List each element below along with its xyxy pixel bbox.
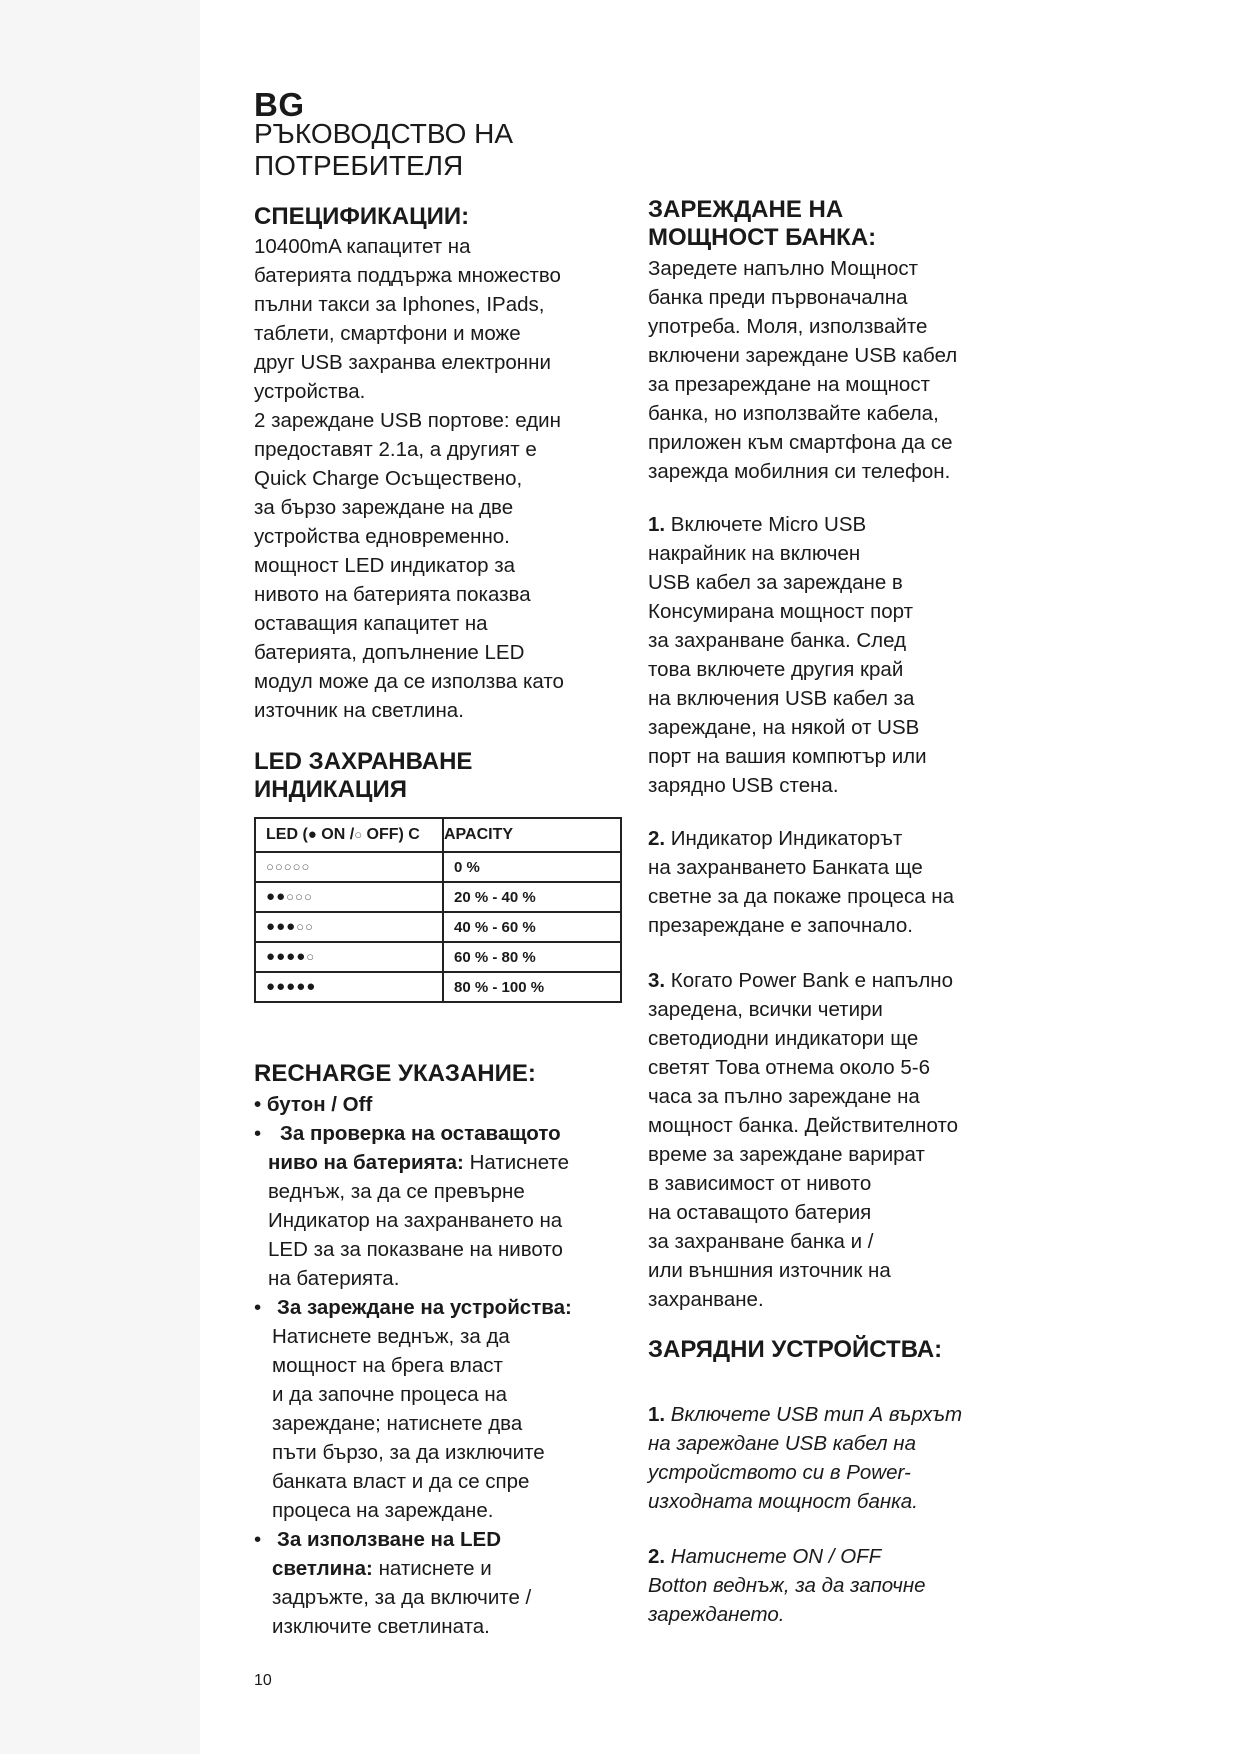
text-line: на включения USB кабел за <box>648 687 915 710</box>
text-line: зареждане; натиснете два <box>272 1412 523 1435</box>
text: натиснете и <box>372 1557 492 1580</box>
table-header-led <box>255 818 443 852</box>
led-dots <box>266 948 315 965</box>
text-line: източник на светлина. <box>254 699 464 722</box>
text-line: 10400mA капацитет на <box>254 235 471 258</box>
filled-dot-icon: ● <box>276 948 287 965</box>
empty-dot-icon: ○ <box>301 859 311 874</box>
text-line: 2 зареждане USB портове: един <box>254 409 561 432</box>
capacity-cell: 60 % - 80 % <box>443 942 621 972</box>
step-number: 2. <box>648 827 666 850</box>
text-line: процеса на зареждане. <box>272 1499 494 1522</box>
text-line: време за зареждане варират <box>648 1143 925 1166</box>
capacity-cell: 40 % - 60 % <box>443 912 621 942</box>
empty-dot-icon: ○ <box>354 827 363 842</box>
text-line: мощност LED индикатор за <box>254 554 516 577</box>
led-state <box>255 942 443 972</box>
led-state <box>255 882 443 912</box>
filled-dot-icon: ● <box>307 826 317 843</box>
text-line: веднъж, за да се превърне <box>268 1180 525 1203</box>
text: Натиснете <box>463 1151 570 1174</box>
charging-step-1 <box>648 510 1023 800</box>
text-line: на зареждане USB кабел на <box>648 1432 916 1455</box>
filled-dot-icon: ● <box>266 978 277 995</box>
text-line: батерията, допълнение LED <box>254 641 525 664</box>
table-row <box>255 882 621 912</box>
filled-dot-icon: ● <box>276 978 287 995</box>
bullet-icon: • <box>254 1122 262 1145</box>
text-line: зареждането. <box>648 1603 785 1626</box>
text-line: таблети, смартфони и може <box>254 322 521 345</box>
text: Включете Micro USB <box>665 513 867 536</box>
list-item <box>254 1119 626 1293</box>
text-line: зарядно USB стена. <box>648 774 839 797</box>
text-line: в зависимост от нивото <box>648 1172 872 1195</box>
led-dots <box>266 918 314 935</box>
filled-dot-icon: ● <box>266 888 277 905</box>
specs-text <box>254 232 626 725</box>
page-number: 10 <box>254 1672 272 1689</box>
table-row <box>255 852 621 882</box>
text-line: мощност банка. Действителното <box>648 1114 959 1137</box>
heading-line: ИНДИКАЦИЯ <box>254 776 407 803</box>
text-line: заредена, всички четири <box>648 998 883 1021</box>
text-line: пълни такси за Iphones, IPads, <box>254 293 545 316</box>
text-line: за презареждане на мощност <box>648 373 930 396</box>
empty-dot-icon: ○ <box>296 919 306 934</box>
text-line: или външния източник на <box>648 1259 891 1282</box>
bold-text: светлина: <box>272 1557 373 1580</box>
text-line: Индикатор на захранването на <box>268 1209 563 1232</box>
heading-line: МОЩНОСТ БАНКА: <box>648 224 877 251</box>
filled-dot-icon: ● <box>276 888 287 905</box>
led-state <box>255 912 443 942</box>
header-text: APACITY <box>444 826 514 843</box>
text-line: приложен към смартфона да се <box>648 431 953 454</box>
text-line: задръжте, за да включите / <box>272 1586 532 1609</box>
text-line: светне за да покаже процеса на <box>648 885 955 908</box>
filled-dot-icon: ● <box>276 918 287 935</box>
step-number: 1. <box>648 513 666 536</box>
text-line: мощност на брега власт <box>272 1354 503 1377</box>
header-text: LED ( <box>266 826 308 843</box>
text-line: батерията поддържа множество <box>254 264 561 287</box>
text-line: Консумирана мощност порт <box>648 600 913 623</box>
text-line: нивото на батерията показва <box>254 583 531 606</box>
text-line: банка преди първоначална <box>648 286 908 309</box>
led-dots <box>266 978 316 995</box>
text-line: за захранване банка и / <box>648 1230 874 1253</box>
text-line: на батерията. <box>268 1267 400 1290</box>
table-row <box>255 942 621 972</box>
filled-dot-icon: ● <box>286 918 297 935</box>
filled-dot-icon: ● <box>266 918 277 935</box>
header-text: OFF) C <box>366 826 420 843</box>
table-row <box>255 972 621 1002</box>
text-line: зарежда мобилния си телефон. <box>648 460 951 483</box>
text-line: LED за за показване на нивото <box>268 1238 563 1261</box>
empty-dot-icon: ○ <box>274 859 284 874</box>
title-line: ПОТРЕБИТЕЛЯ <box>254 150 464 181</box>
empty-dot-icon: ○ <box>292 859 302 874</box>
step-number: 2. <box>648 1545 666 1568</box>
capacity-cell: 0 % <box>443 852 621 882</box>
filled-dot-icon: ● <box>296 948 307 965</box>
heading-line: ЗАРЕЖДАНЕ НА <box>648 196 844 223</box>
recharge-list <box>254 1090 626 1641</box>
text-line: устройства едновременно. <box>254 525 510 548</box>
bold-text: За зареждане на устройства: <box>277 1296 572 1319</box>
charging-bank-heading <box>648 196 876 252</box>
text-line: за захранване банка. След <box>648 629 907 652</box>
led-heading <box>254 748 472 804</box>
list-item: • бутон / Off <box>254 1093 373 1116</box>
bold-text: За използване на LED <box>277 1528 502 1551</box>
text-line: банка, но използвайте кабела, <box>648 402 939 425</box>
capacity-cell: 80 % - 100 % <box>443 972 621 1002</box>
filled-dot-icon: ● <box>306 978 317 995</box>
bullet-icon: • <box>254 1528 262 1551</box>
text-line: захранване. <box>648 1288 764 1311</box>
text-line: друг USB захранва електронни <box>254 351 551 374</box>
table-header-capacity <box>443 818 621 852</box>
step-number: 3. <box>648 969 666 992</box>
charging-step-2 <box>648 824 1023 940</box>
text-line: пъти бързо, за да изключите <box>272 1441 545 1464</box>
text-line: изходната мощност банка. <box>648 1490 918 1513</box>
text-line: Quick Charge Осъществено, <box>254 467 523 490</box>
heading-line: LED ЗАХРАНВАНЕ <box>254 748 473 775</box>
text: Натиснете ON / OFF <box>665 1545 882 1568</box>
text-line: изключите светлината. <box>272 1615 490 1638</box>
charging-step-3 <box>648 966 1028 1314</box>
text-line: светодиодни индикатори ще <box>648 1027 919 1050</box>
table-header-row <box>255 818 621 852</box>
charging-bank-intro <box>648 254 1023 486</box>
empty-dot-icon: ○ <box>286 889 295 904</box>
text-line: банката власт и да се спре <box>272 1470 530 1493</box>
text-line: и да започне процеса на <box>272 1383 508 1406</box>
list-item <box>254 1293 626 1525</box>
devices-heading: ЗАРЯДНИ УСТРОЙСТВА: <box>648 1336 943 1363</box>
text-line: Заредете напълно Мощност <box>648 257 919 280</box>
list-item <box>254 1525 626 1641</box>
text-line: устройството си в Power- <box>648 1461 911 1484</box>
text-line: употреба. Моля, използвайте <box>648 315 928 338</box>
page-margin-band <box>0 0 200 1754</box>
empty-dot-icon: ○ <box>303 889 313 904</box>
led-state <box>255 972 443 1002</box>
text: Включете USB тип А върхът <box>665 1403 963 1426</box>
text-line: за бързо зареждане на две <box>254 496 514 519</box>
led-state <box>255 852 443 882</box>
filled-dot-icon: ● <box>286 948 297 965</box>
text-line: светят Това отнема около 5-6 <box>648 1056 931 1079</box>
empty-dot-icon: ○ <box>266 859 275 874</box>
document-title <box>254 118 634 182</box>
bold-text: ниво на батерията: <box>268 1151 464 1174</box>
text-line: на захранването Банката ще <box>648 856 923 879</box>
devices-step-1 <box>648 1400 1028 1516</box>
filled-dot-icon: ● <box>296 978 307 995</box>
text-line: USB кабел за зареждане в <box>648 571 903 594</box>
text-line: презареждане е започнало. <box>648 914 913 937</box>
text-line: порт на вашия компютър или <box>648 745 927 768</box>
empty-dot-icon: ○ <box>305 919 314 934</box>
language-code: BG <box>254 86 305 123</box>
text-line: на оставащото батерия <box>648 1201 872 1224</box>
text-line: зареждане, на някой от USB <box>648 716 920 739</box>
text-line: предоставят 2.1a, а другият е <box>254 438 537 461</box>
filled-dot-icon: ● <box>266 948 277 965</box>
bullet-icon: • <box>254 1296 262 1319</box>
step-number: 1. <box>648 1403 666 1426</box>
text-line: Botton веднъж, за да започне <box>648 1574 926 1597</box>
text-line: часа за пълно зареждане на <box>648 1085 920 1108</box>
text-line: модул може да се използва като <box>254 670 564 693</box>
empty-dot-icon: ○ <box>283 859 293 874</box>
recharge-heading: RECHARGE УКАЗАНИЕ: <box>254 1060 536 1087</box>
bold-text: За проверка на оставащото <box>280 1122 561 1145</box>
specs-heading: СПЕЦИФИКАЦИИ: <box>254 203 470 230</box>
led-capacity-table <box>254 817 622 1003</box>
led-dots <box>266 858 310 875</box>
led-dots <box>266 888 313 905</box>
devices-step-2 <box>648 1542 1028 1629</box>
empty-dot-icon: ○ <box>306 949 316 964</box>
text-line: устройства. <box>254 380 366 403</box>
text-line: накрайник на включен <box>648 542 861 565</box>
empty-dot-icon: ○ <box>294 889 304 904</box>
text-line: това включете другия край <box>648 658 904 681</box>
text: Когато Power Bank е напълно <box>665 969 954 992</box>
text: Индикатор Индикаторът <box>665 827 903 850</box>
text-line: Натиснете веднъж, за да <box>272 1325 510 1348</box>
header-text: ON / <box>321 826 355 843</box>
capacity-cell: 20 % - 40 % <box>443 882 621 912</box>
title-line: РЪКОВОДСТВО НА <box>254 118 514 149</box>
text-line: оставащия капацитет на <box>254 612 488 635</box>
text-line: включени зареждане USB кабел <box>648 344 958 367</box>
table-row <box>255 912 621 942</box>
filled-dot-icon: ● <box>286 978 297 995</box>
